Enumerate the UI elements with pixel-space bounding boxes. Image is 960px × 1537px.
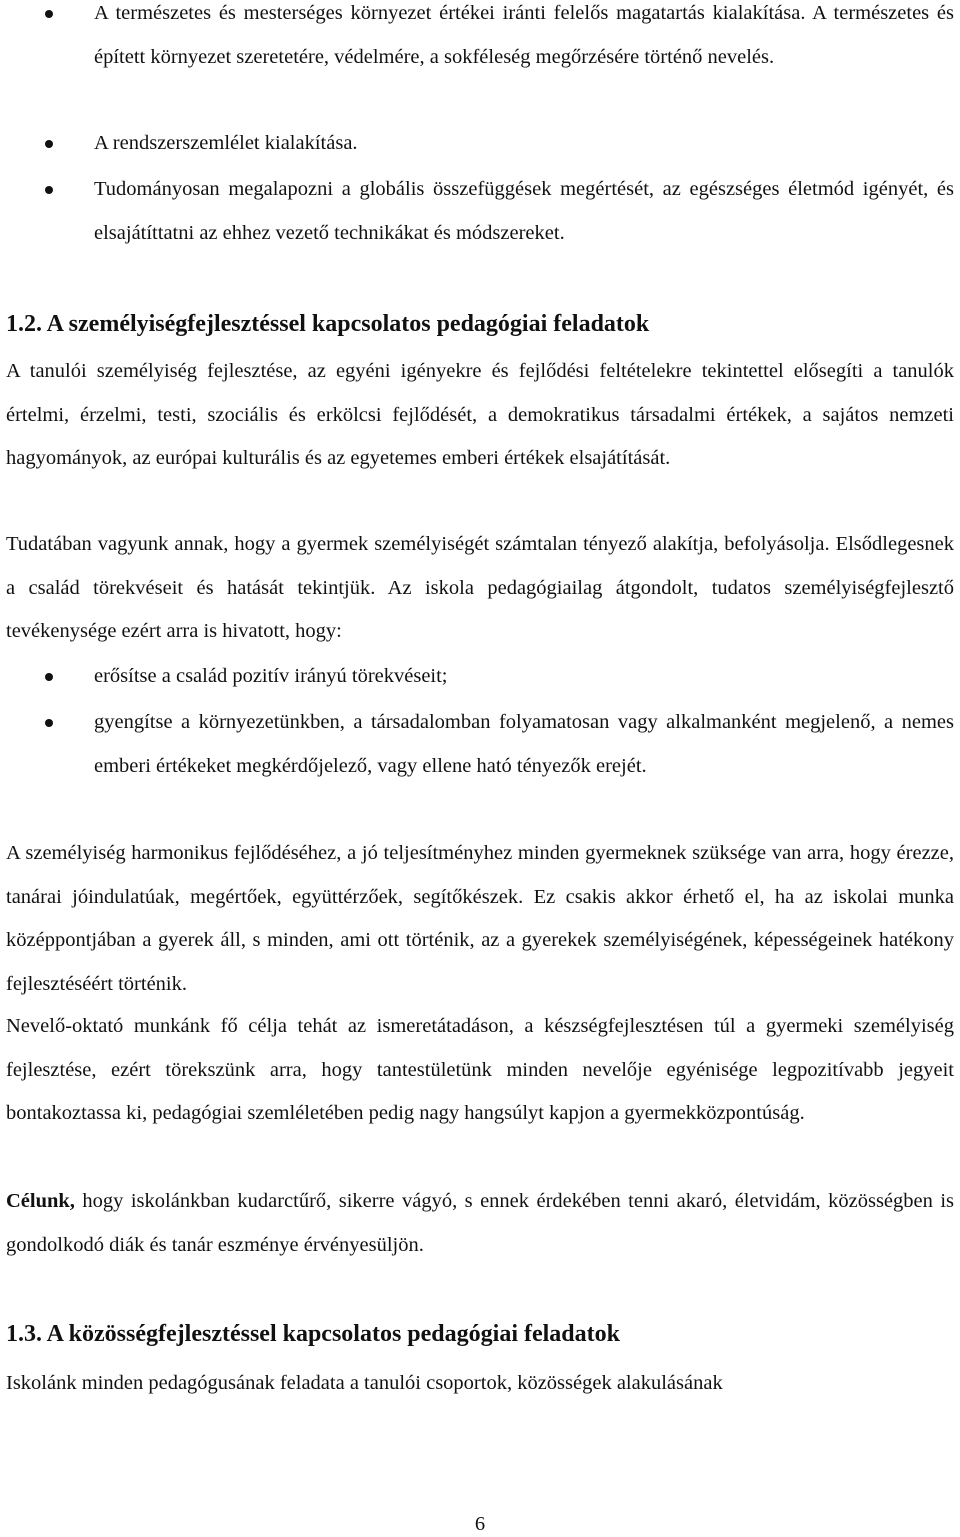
section-heading: 1.2. A személyiségfejlesztéssel kapcsolatos pedagógiai feladatok — [6, 311, 650, 337]
bullet-text: erősítse a család pozitív irányú törekvéseit; — [94, 665, 448, 687]
paragraph: Tudatában vagyunk annak, hogy a gyermek személyiségét számtalan tényező alakítja, befolyásolja. Elsődlegesnek a család törekvéseit és hatását tekintjük. Az iskola pedagógiailag átgondolt, tudatos személyiségfejlesztő tevékenysége ezért arra is hivatott, hogy: — [6, 533, 954, 642]
bullet-dot-icon — [45, 186, 53, 194]
bullet-dot-icon — [45, 10, 53, 18]
bullet-dot-icon — [45, 719, 53, 727]
bullet-dot-icon — [45, 140, 53, 148]
paragraph: Iskolánk minden pedagógusának feladata a tanulói csoportok, közösségek alakulásának — [6, 1372, 723, 1394]
paragraph: A személyiség harmonikus fejlődéséhez, a jó teljesítményhez minden gyermeknek szüksége van arra, hogy érezze, tanárai jóindulatúak, megértőek, együttérzőek, segítőkészek. Ez csakis akkor érhető el, ha az iskolai munka középpontjában a gyerek áll, s minden, ami ott történik, az a gyerekek személyiségének, képességeinek hatékony fejlesztéséért történik. — [6, 842, 954, 995]
bullet-dot-icon — [45, 673, 53, 681]
paragraph: Nevelő-oktató munkánk fő célja tehát az ismeretátadáson, a készségfejlesztésen túl a gyermeki személyiség fejlesztése, ezért törekszünk arra, hogy tantestületünk minden nevelője egyénisége legpozitívabb jegyeit bontakoztassa ki, pedagógiai szemléletében pedig nagy hangsúlyt kapjon a gyermekközpontúság. — [6, 1015, 954, 1124]
paragraph: A tanulói személyiség fejlesztése, az egyéni igényekre és fejlődési feltételekre tekintettel elősegíti a tanulók értelmi, érzelmi, testi, szociális és erkölcsi fejlődését, a demokratikus társadalmi értékek, a sajátos nemzeti hagyományok, az európai kulturális és az egyetemes emberi értékek elsajátítását. — [6, 360, 954, 469]
bullet-text: A természetes és mesterséges környezet értékei iránti felelős magatartás kialakítása. A természetes és épített környezet szeretetére, védelmére, a sokféleség megőrzésére történő nevelés. — [94, 2, 954, 68]
bullet-text: gyengítse a környezetünkben, a társadalomban folyamatosan vagy alkalmanként megjelenő, a nemes emberi értékeket megkérdőjelező, vagy ellene ható tényezők erejét. — [94, 711, 954, 777]
paragraph-text: hogy iskolánkban kudarctűrő, sikerre vágyó, s ennek érdekében tenni akaró, életvidám, közösségben is gondolkodó diák és tanár eszménye érvényesüljön. — [6, 1190, 954, 1256]
bullet-text: Tudományosan megalapozni a globális összefüggések megértését, az egészséges életmód igényét, és elsajátíttatni az ehhez vezető technikákat és módszereket. — [94, 178, 954, 244]
paragraph — [6, 1180, 954, 1267]
bullet-text: A rendszerszemlélet kialakítása. — [94, 132, 358, 154]
emphasis-text: Célunk, — [6, 1190, 75, 1212]
section-heading: 1.3. A közösségfejlesztéssel kapcsolatos pedagógiai feladatok — [6, 1321, 620, 1347]
page-number: 6 — [474, 1513, 486, 1535]
